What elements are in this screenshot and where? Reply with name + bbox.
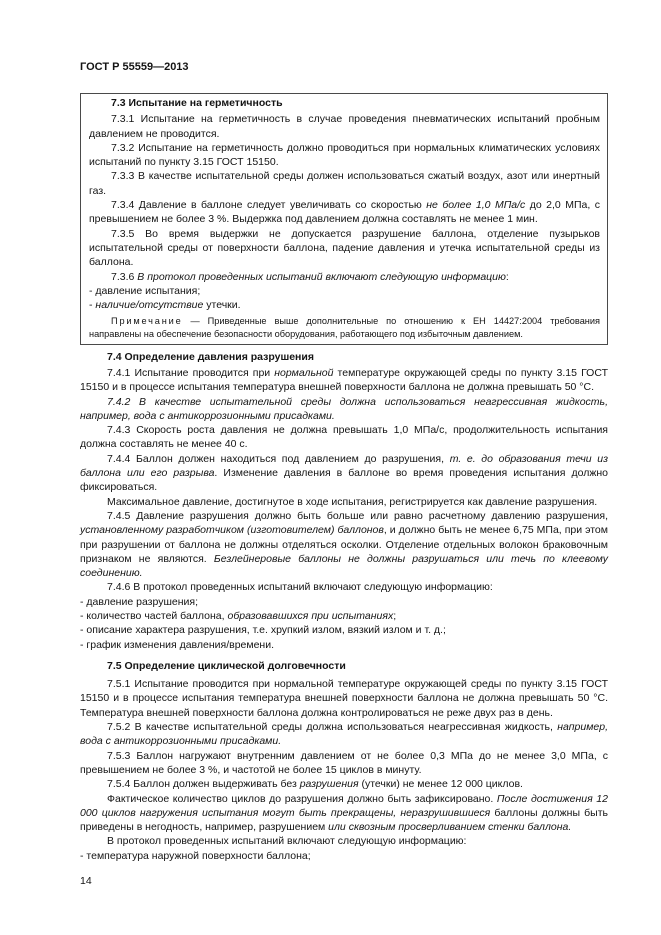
text-run: - давление разрушения;	[80, 595, 198, 608]
text-run: Максимальное давление, достигнутое в ходе испытания, регистрируется как давление разрушения.	[107, 495, 598, 508]
paragraph	[80, 777, 608, 791]
italic-text-run: После достижения 12 000 циклов нагружения испытания могут быть прекращены, неразрушившиеся	[80, 792, 608, 819]
text-run: 7.3.1 Испытание на герметичность в случае проведения пневматических испытаний пробным давлением не проводится.	[89, 113, 600, 140]
text-run: . Изменение давления в баллоне во время проведения испытания должно фиксироваться.	[80, 467, 608, 494]
section-title: 7.4 Определение давления разрушения	[107, 350, 314, 363]
paragraph	[89, 141, 600, 170]
italic-text-run: установленному разработчиком (изготовителем) баллонов	[80, 524, 384, 537]
paragraph	[80, 366, 608, 395]
italic-text-run: образовавшихся при испытаниях	[227, 609, 394, 622]
text-run: 7.4.3 Скорость роста давления не должна превышать 1,0 МПа/с, продолжительность испытания должна составлять не менее 40 с.	[80, 424, 608, 451]
paragraph	[80, 720, 608, 749]
note-text: — Приведенные выше дополнительные по отношению к ЕН 14427:2004 требования направлены на обеспечение безопасности оборудования, работающего под избыточным давлением.	[89, 316, 600, 340]
text-run: 7.4.1 Испытание проводится при	[107, 366, 275, 379]
paragraph	[80, 749, 608, 778]
text-run: :	[505, 270, 509, 283]
text-run: 7.3.4 Давление в баллоне следует увеличивать со скоростью	[111, 199, 427, 212]
note	[89, 315, 600, 340]
italic-text-run: или сквозным просверливанием стенки баллона.	[328, 821, 572, 834]
italic-text-run: Безлейнеровые баллоны не должны разрушаться или течь по клеевому соединению.	[80, 552, 609, 580]
text-run: - температура наружной поверхности баллона;	[80, 849, 311, 862]
text-run: - описание характера разрушения, т.е. хрупкий излом, вязкий излом и т. д.;	[80, 624, 446, 637]
paragraph	[89, 227, 600, 270]
list-item	[80, 609, 608, 623]
text-run: (утечки) не менее 12 000 циклов.	[358, 778, 523, 791]
text-run: 7.5.3 Баллон нагружают внутренним давлением от не более 0,3 МПа до не менее 3,0 МПа, с превышением не более 3 %, и частотой не более 15 циклов в минуту.	[80, 749, 608, 776]
list-item	[89, 298, 600, 312]
text-run: 7.3.6	[111, 270, 138, 283]
italic-text-run: не более 1,0 МПа/с	[426, 199, 526, 212]
italic-text-run: 7.4.2 В качестве испытательной среды должна использоваться неагрессивная жидкость, например, вода с антикоррозионными присадками.	[80, 395, 608, 422]
list-item	[80, 595, 608, 609]
paragraph	[80, 509, 608, 580]
italic-text-run: например, вода с антикоррозионными присадками.	[80, 721, 608, 748]
text-run: 7.4.4 Баллон должен находиться под давлением до разрушения,	[107, 452, 450, 465]
section-body	[89, 112, 600, 312]
italic-text-run: наличие/отсутствие	[95, 299, 204, 312]
text-run: 7.3.5 Во время выдержки не допускается разрушение баллона, отделение пузырьков испытательной среды от поверхности баллона, падение давления и утечка испытательной среды из баллона.	[89, 227, 600, 269]
paragraph	[89, 198, 600, 227]
text-run: В протокол проведенных испытаний включают следующую информацию:	[107, 835, 467, 848]
section-body	[80, 366, 608, 652]
text-run: - график изменения давления/времени.	[80, 638, 275, 651]
text-run: 7.3.2 Испытание на герметичность должно проводиться при нормальных климатических условиях испытаний по пункту 3.15 ГОСТ 15150.	[89, 141, 600, 169]
note-label: Примечание	[111, 316, 183, 327]
page-number: 14	[80, 875, 92, 887]
list-item	[89, 284, 600, 298]
paragraph	[89, 112, 600, 141]
section-7-5	[80, 659, 608, 863]
text-run: температуре окружающей среды по пункту 3.15 ГОСТ 15150 и в процессе испытания температура внешней поверхности баллона не должна превышать 50 °С.	[80, 366, 608, 394]
text-run: - количество частей баллона,	[80, 609, 228, 622]
list-item	[80, 623, 608, 637]
paragraph	[80, 495, 608, 509]
text-run: 7.5.1 Испытание проводится при нормальной температуре окружающей среды по пункту 3.15 ГОСТ 15150 и в процессе испытания температура внешней поверхности баллона не должна превышать 50 °С. Температура внешней поверхности баллона должна контролироваться не реже двух раз в день.	[80, 678, 608, 719]
paragraph	[80, 580, 608, 594]
paragraph	[80, 395, 608, 424]
text-run: -	[89, 299, 96, 312]
paragraph	[80, 792, 608, 835]
paragraph	[80, 677, 608, 720]
text-run: 7.4.6 В протокол проведенных испытаний включают следующую информацию:	[107, 581, 493, 594]
italic-text-run: т. е. до образования течи из баллона или его разрыва	[80, 452, 608, 480]
text-run: 7.4.5 Давление разрушения должно быть больше или равно расчетному давлению разрушения,	[107, 509, 608, 522]
italic-text-run: разрушения	[299, 778, 359, 791]
paragraph	[89, 270, 600, 284]
italic-text-run: нормальной	[274, 366, 334, 379]
paragraph	[80, 452, 608, 495]
paragraph	[80, 423, 608, 452]
text-run: 7.5.4 Баллон должен выдерживать без	[107, 778, 300, 791]
text-run: до 2,0 МПа, с превышением не более 3 %. Выдержка под давлением должна составлять не менее 1 мин.	[89, 199, 600, 226]
paragraph	[89, 169, 600, 198]
text-run: 7.3.3 В качестве испытательной среды должен использоваться сжатый воздух, азот или инертный газ.	[89, 170, 600, 197]
text-run: баллоны должны быть приведены в негодность, например, разрушением	[80, 806, 608, 834]
paragraph	[80, 834, 608, 848]
page-content	[80, 93, 608, 863]
text-run: 7.5.2 В качестве испытательной среды должна использоваться неагрессивная жидкость,	[107, 721, 558, 734]
text-run: утечки.	[203, 299, 241, 312]
section-title: 7.5 Определение циклической долговечности	[107, 659, 346, 672]
text-run: , и должно быть не менее 6,75 МПа, при этом при разрушении от баллона не должны отделяться осколки. Отделение отдельных волокон браковочным признаком не являются.	[80, 524, 608, 565]
boxed-section-7-3	[80, 93, 608, 345]
section-7-4	[80, 350, 608, 652]
document-code-header: ГОСТ Р 55559—2013	[80, 61, 189, 73]
text-run: Фактическое количество циклов до разрушения должно быть зафиксировано.	[107, 792, 497, 805]
text-run: ;	[393, 609, 397, 622]
text-run: - давление испытания;	[89, 284, 201, 297]
section-body	[80, 677, 608, 863]
list-item	[80, 638, 608, 652]
section-title: 7.3 Испытание на герметичность	[111, 97, 283, 109]
list-item	[80, 849, 608, 863]
italic-text-run: В протокол проведенных испытаний включают следующую информацию	[137, 270, 506, 283]
